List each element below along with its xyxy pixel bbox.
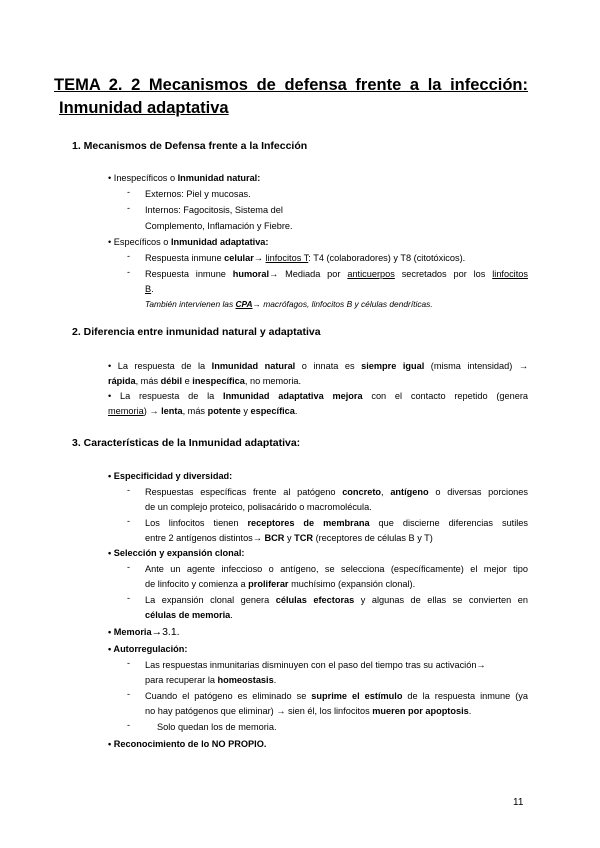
section-1-heading: 1. Mecanismos de Defensa frente a la Infección: [72, 140, 308, 152]
dash: -: [127, 485, 131, 495]
dash: -: [127, 203, 131, 213]
list-item-expansion-clonal-cont: células de memoria.: [145, 610, 233, 620]
section-2-heading: 2. Diferencia entre inmunidad natural y adaptativa: [72, 326, 321, 338]
list-item-receptores: Los linfocitos tienen receptores de membrana que discierne diferencias sutiles: [145, 518, 529, 528]
list-item-externos: Externos: Piel y mucosas.: [145, 189, 251, 199]
dash: -: [127, 593, 131, 603]
list-item-receptores-cont: entre 2 antígenos distintos→ BCR y TCR (receptores de células B y T): [145, 533, 433, 543]
bullet-memoria: • Memoria→3.1.: [108, 626, 180, 638]
dash: -: [127, 267, 131, 277]
list-item-respuestas-especificas: Respuestas específicas frente al patógeno concreto, antígeno o diversas porciones: [145, 487, 528, 497]
bullet-especificos: • Específicos o Inmunidad adaptativa:: [108, 237, 269, 247]
list-item-agente-infeccioso: Ante un agente infeccioso o antígeno, se selecciona (específicamente) el mejor tipo: [145, 564, 528, 574]
bullet-inespecificos: • Inespecíficos o Inmunidad natural:: [108, 173, 261, 183]
list-item-humoral: Respuesta inmune humoral→ Mediada por anticuerpos secretados por los linfocitos: [145, 269, 528, 279]
page-title-line2: Inmunidad adaptativa: [59, 99, 229, 117]
list-item-expansion-clonal: La expansión clonal genera células efectoras y algunas de ellas se convierten en: [145, 595, 528, 605]
paragraph-adaptativa: • La respuesta de la Inmunidad adaptativa mejora con el contacto repetido (genera: [108, 391, 528, 401]
list-item-humoral-cont: B.: [145, 284, 154, 294]
note-cpa: También intervienen las CPA→ macrófagos, linfocitos B y células dendríticas.: [145, 299, 433, 309]
paragraph-natural-cont: rápida, más débil e inespecífica, no memoria.: [108, 376, 302, 386]
bullet-especificidad: • Especificidad y diversidad:: [108, 471, 233, 481]
bullet-seleccion: • Selección y expansión clonal:: [108, 548, 245, 558]
bullet-reconocimiento: • Reconocimiento de lo NO PROPIO.: [108, 739, 267, 749]
dash: -: [127, 516, 131, 526]
page-number: 11: [513, 797, 524, 808]
list-item-celular: Respuesta inmune celular→ linfocitos T: T4 (colaboradores) y T8 (citotóxicos).: [145, 253, 466, 263]
list-item-agente-infeccioso-cont: de linfocito y comienza a proliferar muchísimo (expansión clonal).: [145, 579, 416, 589]
paragraph-adaptativa-cont: memoria) → lenta, más potente y específica.: [108, 406, 298, 416]
list-item-internos-cont: Complemento, Inflamación y Fiebre.: [145, 221, 293, 231]
list-item-disminuyen: Las respuestas inmunitarias disminuyen con el paso del tiempo tras su activación→: [145, 660, 486, 670]
dash: -: [127, 658, 131, 668]
bullet-autorregulacion: • Autorregulación:: [108, 644, 188, 654]
dash: -: [127, 689, 131, 699]
dash: -: [127, 251, 131, 261]
dash: -: [127, 187, 131, 197]
dash: -: [127, 562, 131, 572]
list-item-disminuyen-cont: para recuperar la homeostasis.: [145, 675, 277, 685]
page-title: TEMA 2. 2 Mecanismos de defensa frente a la infección:: [54, 76, 528, 94]
list-item-respuestas-especificas-cont: de un complejo proteico, polisacárido o macromolécula.: [145, 502, 372, 512]
list-item-patogeno-eliminado: Cuando el patógeno es eliminado se suprime el estímulo de la respuesta inmune (ya: [145, 691, 528, 701]
list-item-patogeno-eliminado-cont: no hay patógenos que eliminar) → sien él, los linfocitos mueren por apoptosis.: [145, 706, 472, 716]
paragraph-natural: • La respuesta de la Inmunidad natural o innata es siempre igual (misma intensidad) →: [108, 361, 529, 371]
dash: -: [127, 720, 131, 730]
list-item-internos: Internos: Fagocitosis, Sistema del: [145, 205, 283, 215]
section-3-heading: 3. Características de la Inmunidad adaptativa:: [72, 437, 301, 449]
list-item-memoria: Solo quedan los de memoria.: [157, 722, 277, 732]
